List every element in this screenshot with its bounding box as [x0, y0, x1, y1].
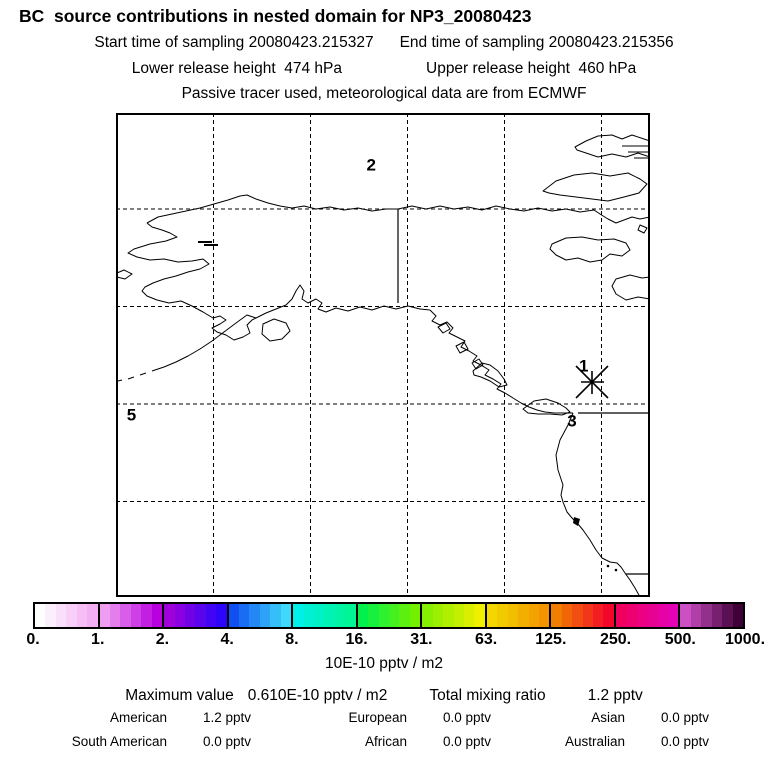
colorbar-cell — [443, 604, 453, 627]
colorbar-cell — [626, 604, 636, 627]
kotzebue-marks — [198, 242, 218, 245]
colorbar-segment — [227, 604, 292, 627]
map-marker-label-3: 3 — [567, 411, 577, 431]
contribution-region-label: European — [348, 710, 407, 725]
colorbar-cell — [368, 604, 378, 627]
colorbar-cell — [658, 604, 668, 627]
colorbar-tick-label: 8. — [285, 631, 299, 648]
contribution-region-label: American — [109, 710, 167, 725]
colorbar-segment — [420, 604, 485, 627]
colorbar-cell — [77, 604, 87, 627]
colorbar-segment — [356, 604, 421, 627]
contribution-region-value: 0.0 pptv — [443, 710, 492, 725]
contribution-region-value: 1.2 pptv — [203, 710, 252, 725]
colorbar-cell — [304, 604, 314, 627]
small-map-dots — [573, 517, 617, 571]
colorbar-cell — [87, 604, 97, 627]
colorbar-cell — [701, 604, 711, 627]
colorbar-tick-label: 1000. — [724, 631, 766, 648]
release-heights-line — [0, 60, 768, 78]
map-gridlines — [116, 113, 650, 597]
map-frame — [117, 114, 649, 596]
colorbar-cell — [733, 604, 743, 627]
map-marker-label-5: 5 — [126, 405, 137, 425]
colorbar-cell — [131, 604, 141, 627]
colorbar-cell — [66, 604, 76, 627]
arctic-island-streaks — [622, 146, 650, 158]
contribution-region-label: African — [364, 734, 407, 749]
colorbar-cell — [572, 604, 582, 627]
colorbar-cell — [474, 604, 484, 627]
max-value: 0.610E-10 pptv / m2 — [247, 687, 388, 704]
colorbar-cell — [508, 604, 518, 627]
banks-island — [543, 173, 647, 201]
colorbar-cell — [454, 604, 464, 627]
colorbar-segment — [98, 604, 163, 627]
colorbar-cell — [389, 604, 399, 627]
colorbar-cell — [539, 604, 549, 627]
colorbar-cell — [281, 604, 291, 627]
total-mixing-ratio-value: 1.2 pptv — [587, 687, 643, 704]
upper-release-text: Upper release height 460 hPa — [426, 60, 637, 77]
page-title: BC source contributions in nested domain for NP3_20080423 — [19, 6, 532, 26]
colorbar-cell — [433, 604, 443, 627]
coastlines — [117, 135, 650, 597]
colorbar-cell — [120, 604, 130, 627]
channel-island-dot — [607, 565, 610, 568]
max-value-label: Maximum value — [125, 687, 234, 704]
colorbar-tick-label: 125. — [535, 631, 567, 648]
colorbar-cell — [422, 604, 432, 627]
colorbar-cell — [358, 604, 368, 627]
colorbar-cell — [637, 604, 647, 627]
contribution-region-label: Australian — [564, 734, 625, 749]
colorbar-segment — [614, 604, 679, 627]
us-west-coastline — [556, 413, 640, 597]
sampling-times-line — [0, 34, 768, 52]
colorbar-cell — [175, 604, 185, 627]
haida-gwaii — [473, 363, 507, 387]
colorbar-cell — [668, 604, 678, 627]
colorbar-cell — [152, 604, 162, 627]
colorbar-tick-label: 63. — [474, 631, 498, 648]
colorbar-segment — [35, 604, 98, 627]
contribution-region-value: 0.0 pptv — [203, 734, 252, 749]
colorbar-tick-label: 4. — [220, 631, 234, 648]
colorbar-cell — [195, 604, 205, 627]
colorbar-tick-label: 500. — [664, 631, 696, 648]
map-marker-label-1: 1 — [579, 356, 589, 376]
panhandle-coastline — [430, 310, 573, 413]
colorbar-tick-label: 1. — [91, 631, 105, 648]
contribution-region-label: South American — [71, 734, 167, 749]
end-time-text: End time of sampling 20080423.215356 — [399, 34, 674, 51]
colorbar-segment — [678, 604, 743, 627]
kodiak-island — [262, 319, 290, 341]
colorbar-cell — [616, 604, 626, 627]
colorbar-cell — [562, 604, 572, 627]
colorbar-cell — [45, 604, 55, 627]
colorbar-cell — [691, 604, 701, 627]
amundsen-islet — [638, 225, 647, 233]
west-alaska-coastline — [128, 223, 430, 340]
contribution-region-value: 0.0 pptv — [661, 710, 710, 725]
colorbar-cell — [100, 604, 110, 627]
colorbar-cell — [141, 604, 151, 627]
source-contributions-table — [27, 710, 742, 749]
colorbar-tick-label: 2. — [155, 631, 170, 648]
political-borders — [398, 209, 650, 574]
colorbar-cell — [206, 604, 216, 627]
colorbar-cell — [529, 604, 539, 627]
colorbar-cell — [270, 604, 280, 627]
colorbar-cell — [35, 604, 45, 627]
colorbar-cell — [56, 604, 66, 627]
colorbar-cell — [164, 604, 174, 627]
colorbar-cell — [399, 604, 409, 627]
great-slave-lake — [612, 275, 650, 300]
colorbar-segment — [549, 604, 614, 627]
receptor-star-marker — [574, 364, 610, 400]
colorbar-tick-label: 31. — [410, 631, 433, 648]
tracer-text: Passive tracer used, meteorological data are from ECMWF — [181, 85, 587, 102]
colorbar-cell — [518, 604, 528, 627]
colorbar-cell — [603, 604, 613, 627]
lower-release-text: Lower release height 474 hPa — [131, 60, 342, 77]
colorbar-segment — [485, 604, 550, 627]
contribution-region-value: 0.0 pptv — [443, 734, 492, 749]
aleutian-chain — [118, 315, 256, 381]
colorbar-cell — [185, 604, 195, 627]
great-bear-lake — [550, 237, 630, 262]
colorbar-cell — [583, 604, 593, 627]
asterisk-icon — [574, 364, 610, 400]
colorbar-cell — [335, 604, 345, 627]
colorbar-tick-label: 0. — [26, 631, 40, 648]
colorbar-cell — [216, 604, 226, 627]
map-svg — [116, 113, 650, 597]
colorbar-cell — [260, 604, 270, 627]
colorbar-segment — [291, 604, 356, 627]
st-lawrence-island — [117, 270, 132, 279]
colorbar-cell — [345, 604, 355, 627]
colorbar-cell — [110, 604, 120, 627]
colorbar-cell — [593, 604, 603, 627]
colorbar-cell — [647, 604, 657, 627]
colorbar-cell — [487, 604, 497, 627]
map-marker-label-2: 2 — [366, 155, 376, 175]
contribution-region-value: 0.0 pptv — [661, 734, 710, 749]
colorbar-cell — [249, 604, 259, 627]
colorbar-cell — [293, 604, 303, 627]
colorbar-cell — [551, 604, 561, 627]
total-mixing-ratio-label: Total mixing ratio — [429, 687, 546, 704]
colorbar-tick-row — [26, 631, 766, 651]
colorbar — [33, 602, 745, 629]
colorbar-tick-label: 16. — [345, 631, 368, 648]
stats-line — [0, 687, 768, 705]
colorbar-cell — [324, 604, 334, 627]
colorbar-cell — [722, 604, 732, 627]
colorbar-tick-label: 250. — [599, 631, 632, 648]
map-panel — [116, 113, 650, 597]
colorbar-cell — [497, 604, 507, 627]
colorbar-cell — [229, 604, 239, 627]
colorbar-cell — [464, 604, 474, 627]
channel-island-dot — [615, 569, 618, 572]
colorbar-cell — [680, 604, 690, 627]
colorbar-cell — [239, 604, 249, 627]
colorbar-cell — [314, 604, 324, 627]
colorbar-segment — [162, 604, 227, 627]
tracer-info-line — [0, 85, 768, 103]
contribution-region-label: Asian — [591, 710, 625, 725]
colorbar-cell — [410, 604, 420, 627]
colorbar-cell — [379, 604, 389, 627]
start-time-text: Start time of sampling 20080423.215327 — [94, 34, 374, 51]
colorbar-cell — [712, 604, 722, 627]
colorbar-units-label: 10E-10 pptv / m2 — [324, 655, 444, 672]
